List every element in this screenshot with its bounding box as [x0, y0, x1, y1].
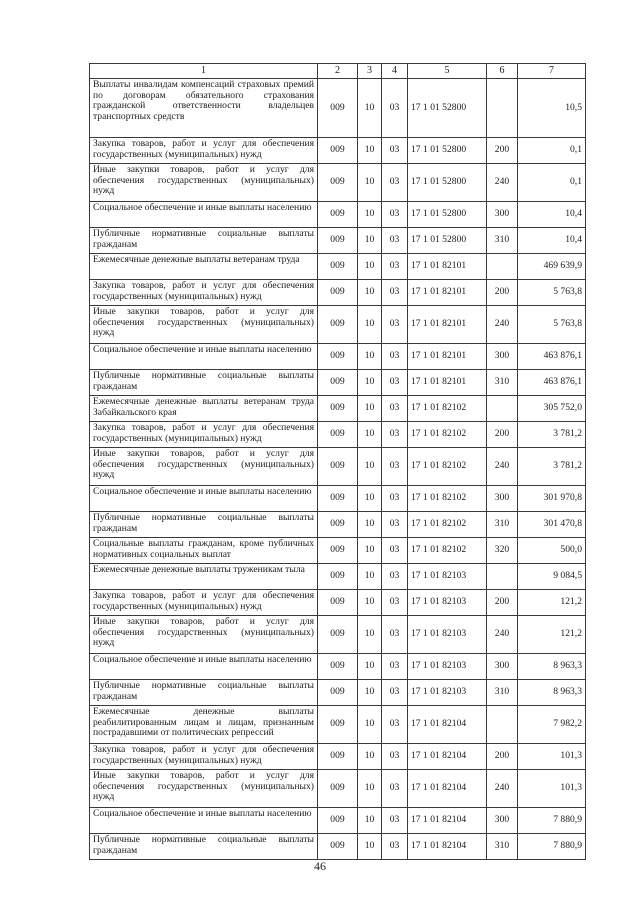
table-row	[90, 254, 586, 280]
cell-amount: 5 763,8	[518, 280, 586, 306]
cell-amount: 3 781,2	[518, 448, 586, 486]
cell-name: Публичные нормативные социальные выплаты гражданам	[90, 228, 318, 254]
cell-amount: 9 084,5	[518, 564, 586, 590]
table-row	[90, 370, 586, 396]
cell-expense-type	[487, 706, 518, 744]
table-row	[90, 744, 586, 770]
cell-admin-code: 009	[318, 164, 358, 202]
cell-name: Иные закупки товаров, работ и услуг для обеспечения государственных (муниципальных) нужд	[90, 770, 318, 808]
cell-name: Иные закупки товаров, работ и услуг для обеспечения государственных (муниципальных) нужд	[90, 448, 318, 486]
cell-admin-code: 009	[318, 808, 358, 834]
cell-amount: 500,0	[518, 538, 586, 564]
cell-expense-type: 240	[487, 448, 518, 486]
cell-target-article: 17 1 01 82104	[408, 706, 487, 744]
cell-name: Закупка товаров, работ и услуг для обеспечения государственных (муниципальных) нужд	[90, 590, 318, 616]
cell-expense-type	[487, 564, 518, 590]
cell-admin-code: 009	[318, 512, 358, 538]
cell-amount: 0,1	[518, 138, 586, 164]
cell-expense-type: 300	[487, 808, 518, 834]
cell-amount: 5 763,8	[518, 306, 586, 344]
cell-section: 10	[358, 138, 382, 164]
cell-admin-code: 009	[318, 680, 358, 706]
cell-target-article: 17 1 01 52800	[408, 79, 487, 138]
cell-amount: 121,2	[518, 616, 586, 654]
cell-subsection: 03	[382, 486, 408, 512]
cell-name: Социальное обеспечение и иные выплаты населению	[90, 344, 318, 370]
cell-subsection: 03	[382, 306, 408, 344]
cell-subsection: 03	[382, 228, 408, 254]
table-row	[90, 306, 586, 344]
cell-section: 10	[358, 396, 382, 422]
table-row	[90, 538, 586, 564]
cell-target-article: 17 1 01 82103	[408, 590, 487, 616]
cell-amount: 463 876,1	[518, 344, 586, 370]
cell-subsection: 03	[382, 654, 408, 680]
cell-name: Социальное обеспечение и иные выплаты населению	[90, 654, 318, 680]
cell-section: 10	[358, 512, 382, 538]
cell-admin-code: 009	[318, 254, 358, 280]
cell-expense-type: 300	[487, 654, 518, 680]
cell-expense-type: 240	[487, 616, 518, 654]
header-col-6: 6	[487, 64, 518, 79]
table-row	[90, 138, 586, 164]
budget-table	[89, 63, 586, 860]
cell-name: Социальное обеспечение и иные выплаты населению	[90, 202, 318, 228]
cell-name: Закупка товаров, работ и услуг для обеспечения государственных (муниципальных) нужд	[90, 280, 318, 306]
cell-amount: 0,1	[518, 164, 586, 202]
cell-name: Публичные нормативные социальные выплаты гражданам	[90, 512, 318, 538]
table-row	[90, 79, 586, 138]
table-row	[90, 396, 586, 422]
cell-section: 10	[358, 770, 382, 808]
cell-name: Ежемесячные денежные выплаты ветеранам труда Забайкальского края	[90, 396, 318, 422]
cell-subsection: 03	[382, 79, 408, 138]
cell-name: Выплаты инвалидам компенсаций страховых премий по договорам обязательного страхования гражданской ответственности владельцев транспортных средств	[90, 79, 318, 138]
cell-target-article: 17 1 01 82102	[408, 448, 487, 486]
cell-section: 10	[358, 590, 382, 616]
header-col-5: 5	[408, 64, 487, 79]
cell-admin-code: 009	[318, 590, 358, 616]
cell-section: 10	[358, 448, 382, 486]
cell-admin-code: 009	[318, 202, 358, 228]
cell-admin-code: 009	[318, 396, 358, 422]
cell-admin-code: 009	[318, 834, 358, 860]
cell-name: Ежемесячные денежные выплаты труженикам тыла	[90, 564, 318, 590]
cell-admin-code: 009	[318, 616, 358, 654]
cell-admin-code: 009	[318, 138, 358, 164]
cell-section: 10	[358, 486, 382, 512]
cell-section: 10	[358, 280, 382, 306]
table-row	[90, 770, 586, 808]
cell-subsection: 03	[382, 808, 408, 834]
cell-target-article: 17 1 01 52800	[408, 164, 487, 202]
cell-target-article: 17 1 01 82102	[408, 396, 487, 422]
cell-target-article: 17 1 01 82104	[408, 770, 487, 808]
table-row	[90, 344, 586, 370]
cell-amount: 10,5	[518, 79, 586, 138]
cell-amount: 10,4	[518, 202, 586, 228]
cell-target-article: 17 1 01 82102	[408, 538, 487, 564]
cell-amount: 7 880,9	[518, 808, 586, 834]
cell-amount: 101,3	[518, 744, 586, 770]
cell-expense-type: 300	[487, 344, 518, 370]
cell-subsection: 03	[382, 538, 408, 564]
cell-section: 10	[358, 808, 382, 834]
cell-name: Ежемесячные денежные выплаты ветеранам труда	[90, 254, 318, 280]
cell-amount: 463 876,1	[518, 370, 586, 396]
cell-expense-type: 310	[487, 512, 518, 538]
cell-expense-type: 240	[487, 164, 518, 202]
cell-name: Публичные нормативные социальные выплаты гражданам	[90, 834, 318, 860]
cell-target-article: 17 1 01 82103	[408, 564, 487, 590]
cell-target-article: 17 1 01 82102	[408, 422, 487, 448]
cell-expense-type: 200	[487, 590, 518, 616]
cell-target-article: 17 1 01 82104	[408, 808, 487, 834]
header-col-2: 2	[318, 64, 358, 79]
cell-subsection: 03	[382, 564, 408, 590]
cell-amount: 8 963,3	[518, 680, 586, 706]
cell-subsection: 03	[382, 616, 408, 654]
cell-expense-type: 310	[487, 370, 518, 396]
cell-subsection: 03	[382, 254, 408, 280]
cell-section: 10	[358, 79, 382, 138]
header-col-1: 1	[90, 64, 318, 79]
cell-name: Иные закупки товаров, работ и услуг для обеспечения государственных (муниципальных) нужд	[90, 164, 318, 202]
cell-subsection: 03	[382, 396, 408, 422]
cell-expense-type: 200	[487, 138, 518, 164]
cell-amount: 3 781,2	[518, 422, 586, 448]
cell-admin-code: 009	[318, 79, 358, 138]
cell-name: Публичные нормативные социальные выплаты гражданам	[90, 370, 318, 396]
table-row	[90, 422, 586, 448]
table-row	[90, 280, 586, 306]
cell-section: 10	[358, 680, 382, 706]
cell-section: 10	[358, 370, 382, 396]
table-row	[90, 680, 586, 706]
cell-expense-type: 320	[487, 538, 518, 564]
cell-amount: 101,3	[518, 770, 586, 808]
cell-section: 10	[358, 422, 382, 448]
cell-admin-code: 009	[318, 564, 358, 590]
cell-expense-type: 200	[487, 422, 518, 448]
cell-expense-type: 300	[487, 202, 518, 228]
cell-subsection: 03	[382, 370, 408, 396]
cell-amount: 121,2	[518, 590, 586, 616]
cell-expense-type: 310	[487, 834, 518, 860]
cell-target-article: 17 1 01 82101	[408, 370, 487, 396]
cell-expense-type: 200	[487, 280, 518, 306]
cell-section: 10	[358, 254, 382, 280]
cell-subsection: 03	[382, 512, 408, 538]
cell-admin-code: 009	[318, 228, 358, 254]
cell-section: 10	[358, 306, 382, 344]
cell-target-article: 17 1 01 82101	[408, 344, 487, 370]
cell-subsection: 03	[382, 706, 408, 744]
cell-amount: 10,4	[518, 228, 586, 254]
cell-name: Иные закупки товаров, работ и услуг для обеспечения государственных (муниципальных) нужд	[90, 616, 318, 654]
cell-subsection: 03	[382, 138, 408, 164]
cell-name: Закупка товаров, работ и услуг для обеспечения государственных (муниципальных) нужд	[90, 744, 318, 770]
cell-expense-type	[487, 396, 518, 422]
header-col-4: 4	[382, 64, 408, 79]
page-number: 46	[314, 859, 326, 873]
cell-section: 10	[358, 344, 382, 370]
cell-subsection: 03	[382, 280, 408, 306]
cell-subsection: 03	[382, 344, 408, 370]
cell-subsection: 03	[382, 680, 408, 706]
cell-admin-code: 009	[318, 654, 358, 680]
table-row	[90, 654, 586, 680]
cell-admin-code: 009	[318, 306, 358, 344]
cell-amount: 469 639,9	[518, 254, 586, 280]
cell-expense-type: 240	[487, 306, 518, 344]
header-row	[90, 64, 586, 79]
cell-subsection: 03	[382, 422, 408, 448]
cell-admin-code: 009	[318, 770, 358, 808]
table-row	[90, 808, 586, 834]
table-header	[90, 64, 586, 79]
cell-section: 10	[358, 202, 382, 228]
cell-amount: 301 470,8	[518, 512, 586, 538]
table-row	[90, 486, 586, 512]
cell-admin-code: 009	[318, 486, 358, 512]
cell-subsection: 03	[382, 834, 408, 860]
cell-name: Социальное обеспечение и иные выплаты населению	[90, 486, 318, 512]
cell-admin-code: 009	[318, 538, 358, 564]
cell-expense-type	[487, 79, 518, 138]
cell-target-article: 17 1 01 82101	[408, 306, 487, 344]
cell-amount: 305 752,0	[518, 396, 586, 422]
table-row	[90, 706, 586, 744]
cell-section: 10	[358, 564, 382, 590]
cell-name: Ежемесячные денежные выплаты реабилитированным лицам и лицам, признанным пострадавшими от политических репрессий	[90, 706, 318, 744]
table-row	[90, 448, 586, 486]
cell-target-article: 17 1 01 82101	[408, 254, 487, 280]
cell-expense-type: 300	[487, 486, 518, 512]
cell-name: Закупка товаров, работ и услуг для обеспечения государственных (муниципальных) нужд	[90, 138, 318, 164]
cell-amount: 301 970,8	[518, 486, 586, 512]
cell-target-article: 17 1 01 82103	[408, 680, 487, 706]
cell-admin-code: 009	[318, 448, 358, 486]
cell-name: Публичные нормативные социальные выплаты гражданам	[90, 680, 318, 706]
cell-target-article: 17 1 01 82103	[408, 654, 487, 680]
table-row	[90, 228, 586, 254]
cell-amount: 8 963,3	[518, 654, 586, 680]
cell-name: Иные закупки товаров, работ и услуг для обеспечения государственных (муниципальных) нужд	[90, 306, 318, 344]
table-row	[90, 564, 586, 590]
cell-section: 10	[358, 706, 382, 744]
cell-section: 10	[358, 538, 382, 564]
cell-admin-code: 009	[318, 706, 358, 744]
cell-subsection: 03	[382, 770, 408, 808]
cell-name: Закупка товаров, работ и услуг для обеспечения государственных (муниципальных) нужд	[90, 422, 318, 448]
cell-expense-type: 240	[487, 770, 518, 808]
cell-expense-type: 200	[487, 744, 518, 770]
cell-admin-code: 009	[318, 344, 358, 370]
cell-expense-type	[487, 254, 518, 280]
cell-target-article: 17 1 01 82102	[408, 512, 487, 538]
cell-subsection: 03	[382, 590, 408, 616]
cell-section: 10	[358, 616, 382, 654]
cell-target-article: 17 1 01 82104	[408, 744, 487, 770]
cell-target-article: 17 1 01 82103	[408, 616, 487, 654]
cell-amount: 7 880,9	[518, 834, 586, 860]
table-row	[90, 616, 586, 654]
table-row	[90, 512, 586, 538]
cell-target-article: 17 1 01 82104	[408, 834, 487, 860]
cell-section: 10	[358, 228, 382, 254]
cell-amount: 7 982,2	[518, 706, 586, 744]
table-row	[90, 202, 586, 228]
cell-subsection: 03	[382, 164, 408, 202]
cell-admin-code: 009	[318, 744, 358, 770]
cell-subsection: 03	[382, 448, 408, 486]
cell-subsection: 03	[382, 744, 408, 770]
cell-name: Социальное обеспечение и иные выплаты населению	[90, 808, 318, 834]
cell-name: Социальные выплаты гражданам, кроме публичных нормативных социальных выплат	[90, 538, 318, 564]
table-row	[90, 834, 586, 860]
header-col-3: 3	[358, 64, 382, 79]
cell-expense-type: 310	[487, 680, 518, 706]
table-row	[90, 164, 586, 202]
table-row	[90, 590, 586, 616]
cell-target-article: 17 1 01 82102	[408, 486, 487, 512]
cell-subsection: 03	[382, 202, 408, 228]
cell-target-article: 17 1 01 82101	[408, 280, 487, 306]
cell-admin-code: 009	[318, 422, 358, 448]
cell-admin-code: 009	[318, 280, 358, 306]
cell-admin-code: 009	[318, 370, 358, 396]
cell-target-article: 17 1 01 52800	[408, 138, 487, 164]
cell-target-article: 17 1 01 52800	[408, 202, 487, 228]
table-body	[90, 79, 586, 860]
header-col-7: 7	[518, 64, 586, 79]
cell-target-article: 17 1 01 52800	[408, 228, 487, 254]
cell-section: 10	[358, 834, 382, 860]
cell-section: 10	[358, 164, 382, 202]
cell-section: 10	[358, 744, 382, 770]
cell-expense-type: 310	[487, 228, 518, 254]
cell-section: 10	[358, 654, 382, 680]
